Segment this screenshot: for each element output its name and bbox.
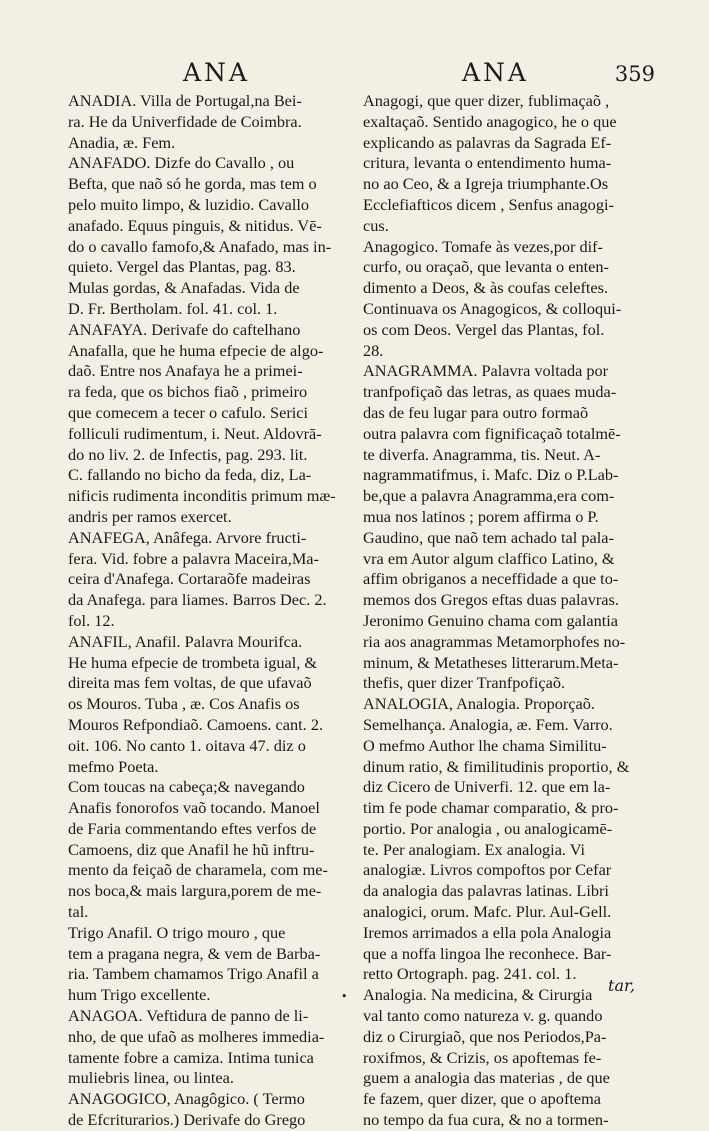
catchword: tar, — [608, 976, 635, 995]
running-header — [0, 58, 709, 88]
text-line: dimento a Deos, & às coufas celeftes. — [363, 278, 609, 298]
text-line: tem a pragana negra, & vem de Barba- — [68, 943, 321, 963]
text-line: tranfpofiçaõ das letras, as quaes muda- — [363, 382, 617, 402]
text-line: andris per ramos exercet. — [68, 506, 232, 526]
text-line: Anadia, æ. Fem. — [68, 132, 176, 152]
text-line: no tempo da fua cura, & no a tormen- — [363, 1110, 609, 1130]
text-line: ra. He da Univerfidade de Coimbra. — [68, 111, 302, 131]
text-line: exaltaçaõ. Sentido anagogico, he o que — [363, 111, 617, 131]
text-line: fera. Vid. fobre a palavra Maceira,Ma- — [68, 548, 319, 568]
text-line: be,que a palavra Anagramma,era com- — [363, 486, 615, 506]
text-line: outra palavra com fignificaçaõ totalmē- — [363, 423, 621, 443]
text-line: fol. 12. — [68, 610, 115, 630]
text-line: roxifmos, & Crizis, os apoftemas fe- — [363, 1047, 602, 1067]
text-line: os Mouros. Tuba , æ. Cos Anafis os — [68, 694, 300, 714]
text-line: val tanto como natureza v. g. quando — [363, 1006, 603, 1026]
text-line: ANAFAYA. Derivafe do caftelhano — [68, 319, 301, 339]
text-line: ANAGOGICO, Anagôgico. ( Termo — [68, 1089, 305, 1109]
text-line: vra em Autor algum claffico Latino, & — [363, 548, 615, 568]
text-line: diz o Cirurgiaõ, que nos Periodos,Pa- — [363, 1026, 607, 1046]
text-line: quieto. Vergel das Plantas, pag. 83. — [68, 257, 296, 277]
text-line: Anafalla, que he huma efpecie de algo- — [68, 340, 324, 360]
text-line: da Anafega. para liames. Barros Dec. 2. — [68, 590, 327, 610]
right-column — [363, 91, 651, 1131]
text-line: ra feda, que os bichos fiaõ , primeiro — [68, 382, 308, 402]
text-line: affim obriganos a neceffidade a que to- — [363, 569, 619, 589]
text-line: Befta, que naõ só he gorda, mas tem o — [68, 174, 317, 194]
text-line: ANAGRAMMA. Palavra voltada por — [363, 361, 609, 381]
text-line: Iremos arrimados a ella pola Analogia — [363, 922, 612, 942]
text-line: retto Ortograph. pag. 241. col. 1. — [363, 964, 577, 984]
text-line: te diverfa. Anagramma, tis. Neut. A- — [363, 444, 601, 464]
text-line: minum, & Metatheses litterarum.Meta- — [363, 652, 619, 672]
text-line: Ecclefiafticos dicem , Senfus anagogi- — [363, 194, 614, 214]
text-line: Trigo Anafil. O trigo mouro , que — [68, 922, 286, 942]
text-line: ANAFEGA, Anâfega. Arvore fructi- — [68, 527, 307, 547]
text-line: Anagogico. Tomafe às vezes,por dif- — [363, 236, 603, 256]
text-line: O mefmo Author lhe chama Similitu- — [363, 735, 607, 755]
text-line: ANAFIL, Anafil. Palavra Mourifca. — [68, 631, 303, 651]
page-number: 359 — [614, 62, 655, 86]
text-line: das de feu lugar para outro formaõ — [363, 402, 589, 422]
text-line: ceira d'Anafega. Cortaraõfe madeiras — [68, 569, 311, 589]
text-line: ANALOGIA, Analogia. Proporçaõ. — [363, 694, 595, 714]
text-line: analogiæ. Livros compoftos por Cefar — [363, 860, 612, 880]
text-line: Anagogi, que quer dizer, fublimaçaõ , — [363, 91, 610, 110]
text-line: critura, levanta o entendimento huma- — [363, 153, 612, 173]
header-right-word: ANA — [462, 58, 529, 87]
text-line: He huma efpecie de trombeta igual, & — [68, 652, 318, 672]
text-line: mefmo Poeta. — [68, 756, 159, 776]
text-line: curfo, ou oraçaõ, que levanta o enten- — [363, 257, 609, 277]
text-line: da analogia das palavras latinas. Libri — [363, 881, 609, 901]
text-line: cus. — [363, 215, 389, 235]
text-line: C. fallando no bicho da feda, diz, La- — [68, 465, 312, 485]
text-line: Camoens, diz que Anafil he hũ inftru- — [68, 839, 315, 859]
text-line: tamente fobre a camiza. Intima tunica — [68, 1047, 314, 1067]
text-line: te. Per analogiam. Ex analogia. Vi — [363, 839, 586, 859]
text-line: thefis, quer dizer Tranfpofiçaõ. — [363, 673, 566, 693]
text-line: diz Cicero de Univerfi. 12. que em la- — [363, 777, 611, 797]
text-line: que a noffa lingoa lhe reconhece. Bar- — [363, 943, 612, 963]
text-line: dinum ratio, & fimilitudinis proportio, & — [363, 756, 630, 776]
text-line: Semelhança. Analogia, æ. Fem. Varro. — [363, 714, 613, 734]
left-column — [68, 91, 354, 1131]
text-line: mua nos latinos ; porem affirma o P. — [363, 506, 599, 526]
text-line: folliculi rudimentum, i. Neut. Aldovrā- — [68, 423, 322, 443]
text-line: guem a analogia das materias , de que — [363, 1068, 610, 1088]
text-line: Anafis fonorofos vaõ tocando. Manoel — [68, 798, 320, 818]
text-line: oit. 106. No canto 1. oitava 47. diz o — [68, 735, 306, 755]
text-line: direita mas fem voltas, de que ufavaõ — [68, 673, 312, 693]
text-line: nos boca,& mais largura,porem de me- — [68, 881, 322, 901]
text-line: muliebris linea, ou lintea. — [68, 1068, 234, 1088]
text-line: mento da feiçaõ de charamela, com me- — [68, 860, 328, 880]
text-line: nho, de que ufaõ as molheres immedia- — [68, 1026, 325, 1046]
text-line: hum Trigo excellente. — [68, 985, 211, 1005]
text-line: os com Deos. Vergel das Plantas, fol. — [363, 319, 605, 339]
text-line: portio. Por analogia , ou analogicamē- — [363, 818, 613, 838]
text-line: do no liv. 2. de Infectis, pag. 293. lit. — [68, 444, 308, 464]
text-line: Continuava os Anagogicos, & colloqui- — [363, 298, 622, 318]
text-line: ANAGOA. Veftidura de panno de li- — [68, 1006, 309, 1026]
text-line: explicando as palavras da Sagrada Ef- — [363, 132, 612, 152]
text-line: nificis rudimenta inconditis primum mæ- — [68, 486, 336, 506]
text-line: ria. Tambem chamamos Trigo Anafil a — [68, 964, 319, 984]
text-line: anafado. Equus pinguis, & nitidus. Vē- — [68, 215, 322, 235]
text-line: do o cavallo famofo,& Anafado, mas in- — [68, 236, 332, 256]
text-line: Jeronimo Genuino chama com galantia — [363, 610, 618, 630]
text-line: de Efcriturarios.) Derivafe do Grego — [68, 1110, 306, 1130]
text-line: D. Fr. Bertholam. fol. 41. col. 1. — [68, 298, 278, 318]
text-line: Gaudino, que naõ tem achado tal pala- — [363, 527, 614, 547]
text-line: fe fazem, quer dizer, que o apoftema — [363, 1089, 602, 1109]
text-line: pelo muito limpo, & luzidio. Cavallo — [68, 194, 310, 214]
text-line: Mouros Refpondiaõ. Camoens. cant. 2. — [68, 714, 324, 734]
header-left-word: ANA — [183, 58, 250, 87]
text-line: tal. — [68, 902, 89, 922]
text-line: 28. — [363, 340, 384, 360]
text-line: tim fe pode chamar comparatio, & pro- — [363, 798, 619, 818]
text-line: nagrammatifmus, i. Mafc. Diz o P.Lab- — [363, 465, 619, 485]
text-line: que comecem a tecer o cafulo. Serici — [68, 402, 309, 422]
text-line: analogici, orum. Mafc. Plur. Aul-Gell. — [363, 902, 612, 922]
text-line: Com toucas na cabeça;& navegando — [68, 777, 305, 797]
text-line: no ao Ceo, & a Igreja triumphante.Os — [363, 174, 609, 194]
text-line: daõ. Entre nos Anafaya he a primei- — [68, 361, 303, 381]
text-line: Mulas gordas, & Anafadas. Vida de — [68, 278, 300, 298]
text-line: ANADIA. Villa de Portugal,na Bei- — [68, 91, 302, 110]
text-line: ANAFADO. Dizfe do Cavallo , ou — [68, 153, 295, 173]
footer-mark: • — [341, 990, 348, 1003]
text-line: de Faria commentando eftes verfos de — [68, 818, 317, 838]
text-line: memos dos Gregos eftas duas palavras. — [363, 590, 619, 610]
text-line: Analogia. Na medicina, & Cirurgia — [363, 985, 593, 1005]
text-line: ria aos anagrammas Metamorphofes no- — [363, 631, 626, 651]
